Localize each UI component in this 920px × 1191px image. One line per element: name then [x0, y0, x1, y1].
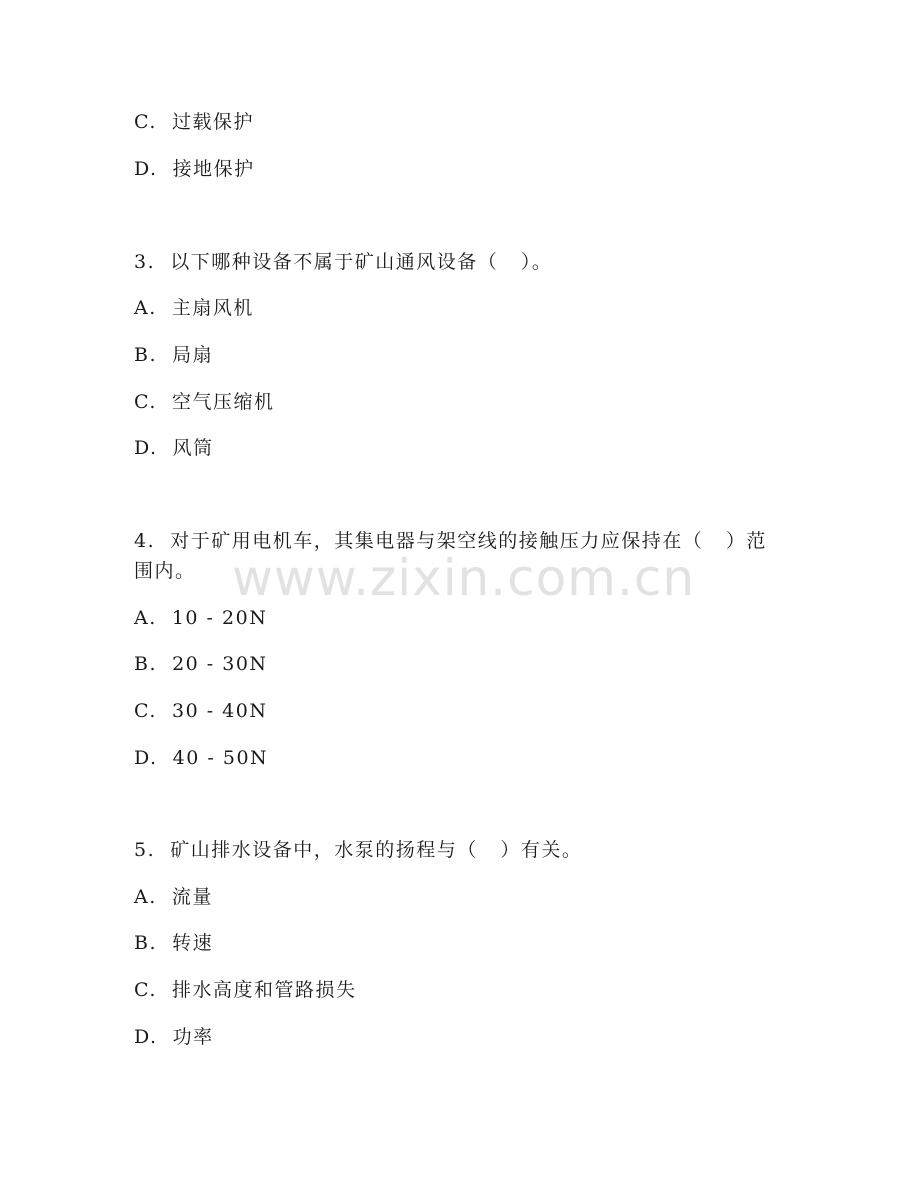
q2-option-c: C. 过载保护 — [134, 111, 254, 133]
q5-option-d: D. 功率 — [134, 1026, 214, 1048]
q5-stem: 5. 矿山排水设备中，水泵的扬程与（ ）有关。 — [134, 839, 583, 861]
q5-option-b: B. 转速 — [134, 932, 214, 954]
q4-option-b: B. 20 - 30N — [134, 653, 268, 675]
q3-option-a: A. 主扇风机 — [134, 297, 254, 319]
q3-stem: 3. 以下哪种设备不属于矿山通风设备（ ）。 — [134, 251, 553, 273]
q3-option-b: B. 局扇 — [134, 344, 214, 366]
q5-option-c: C. 排水高度和管路损失 — [134, 979, 357, 1001]
watermark-text: www.zixin.com.cn — [232, 549, 696, 607]
q3-option-d: D. 风筒 — [134, 437, 214, 459]
q4-option-c: C. 30 - 40N — [134, 700, 268, 722]
q4-option-d: D. 40 - 50N — [134, 747, 269, 769]
q5-option-a: A. 流量 — [134, 886, 213, 908]
q4-stem-line2: 围内。 — [134, 560, 196, 582]
q4-stem-line1: 4. 对于矿用电机车，其集电器与架空线的接触压力应保持在（ ）范 — [134, 530, 767, 552]
q2-option-d: D. 接地保护 — [134, 158, 255, 180]
q3-option-c: C. 空气压缩机 — [134, 391, 275, 413]
q4-option-a: A. 10 - 20N — [134, 607, 268, 629]
